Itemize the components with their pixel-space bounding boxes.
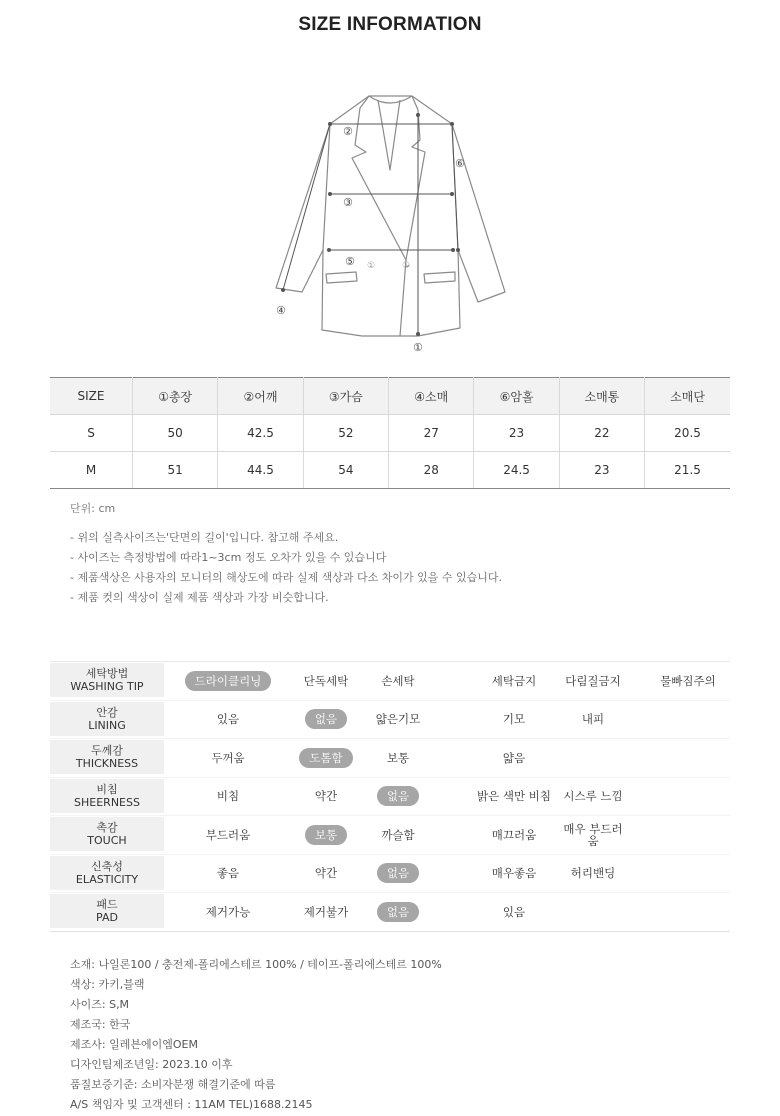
attribute-label [50,702,164,736]
attribute-option [183,855,273,892]
attribute-label [50,740,164,774]
attribute-option-text: 제거불가 [303,904,349,919]
page-title: SIZE INFORMATION [298,14,482,35]
marker-4: ④ [276,304,286,317]
button-mark: ① [402,261,411,271]
attribute-row [50,855,730,894]
attribute-option-selected [363,893,433,930]
size-cell: 50 [133,415,218,452]
attribute-option [469,701,559,738]
jacket-measurement-illustration [260,88,520,358]
size-cell: 42.5 [218,415,303,452]
attribute-option-text: 내피 [581,712,605,726]
attribute-row [50,661,730,701]
attribute-option [183,701,273,738]
size-table-header: ④소매 [389,378,474,415]
size-table-header: ⑥암홀 [474,378,559,415]
attribute-label [50,856,164,890]
size-table-header: 소매단 [645,378,730,415]
size-table-header: SIZE [50,378,133,415]
attribute-option-text: 밝은 색만 비침 [477,789,551,803]
attribute-option-text: 두꺼움 [211,750,245,765]
note-item: - 위의 실측사이즈는'단면의 길이'입니다. 참고해 주세요. [70,531,339,544]
attribute-option-text: 드라이클리닝 [185,671,272,691]
attribute-label [50,663,164,697]
attribute-label-ko: 촉감 [96,821,118,834]
attribute-option [363,662,433,699]
attribute-option [363,816,433,853]
attribute-label-ko: 두께감 [91,744,123,757]
attribute-option [558,701,628,738]
size-cell: M [50,452,133,489]
size-table-header: ③가슴 [303,378,388,415]
attribute-option [183,778,273,815]
note-item: - 제품색상은 사용자의 모니터의 해상도에 따라 실제 색상과 다소 차이가 있을 수 있습니다. [70,571,502,584]
attribute-label-en: TOUCH [87,834,127,847]
attribute-option-text: 제거가능 [205,904,251,919]
size-cell: 20.5 [645,415,730,452]
attribute-option [363,739,433,776]
attribute-option [469,739,559,776]
attribute-option [648,662,728,699]
size-notes [70,528,502,608]
attribute-option-text: 매끄러움 [491,827,537,842]
attribute-option-text: 매우 부드러움 [563,821,623,848]
attribute-option-text: 부드러움 [205,827,251,842]
size-table [50,377,730,489]
attribute-label-en: THICKNESS [75,757,139,770]
size-cell: 27 [389,415,474,452]
attribute-option-text: 없음 [377,902,419,922]
button-mark: ① [367,261,376,271]
attribute-option-selected [363,855,433,892]
attribute-option-text: 매우좋음 [491,866,537,880]
size-table-header: ①총장 [133,378,218,415]
info-line: 제조국: 한국 [70,1018,131,1031]
attribute-option-text: 없음 [377,863,419,883]
attribute-label-ko: 신축성 [91,859,123,873]
attribute-option-text: 얇음 [502,750,526,765]
attribute-label-ko: 비침 [96,782,118,796]
size-table-header: ②어깨 [218,378,303,415]
attribute-option-selected [363,778,433,815]
unit-label: 단위: cm [70,502,116,515]
attribute-option-text: 없음 [305,709,347,729]
info-line: A/S 책임자 및 고객센터 : 11AM TEL)1688.2145 [70,1098,313,1111]
size-cell: 44.5 [218,452,303,489]
size-cell: 51 [133,452,218,489]
attribute-option-selected [291,701,361,738]
attribute-option [183,893,273,930]
attribute-label-en: LINING [88,718,126,732]
attribute-option [363,701,433,738]
size-cell: 54 [303,452,388,489]
attribute-option-text: 없음 [377,786,419,806]
attribute-label-en: PAD [96,911,118,924]
attribute-row [50,816,730,855]
size-cell: 22 [559,415,644,452]
attribute-option-text: 단독세탁 [303,673,349,688]
attribute-option [558,662,628,699]
table-row [50,415,730,452]
attribute-option-text: 약간 [314,789,338,803]
attribute-option-text: 얇은기모 [375,712,421,726]
attribute-option-selected [291,816,361,853]
attribute-option [558,855,628,892]
attribute-option-selected [183,662,273,699]
attribute-option [558,778,628,815]
size-cell: 24.5 [474,452,559,489]
info-line: 제조사: 일레븐에이엠OEM [70,1038,198,1051]
size-cell: 28 [389,452,474,489]
attribute-option-text: 보통 [305,825,347,845]
attribute-option [183,816,273,853]
size-table-header-row [50,378,730,415]
attribute-option [469,816,559,853]
attribute-option [291,855,361,892]
size-cell: 52 [303,415,388,452]
attribute-label-en: ELASTICITY [75,872,139,886]
attribute-option-text: 허리밴딩 [570,866,616,880]
attribute-option-text: 보통 [386,750,410,765]
info-line: 품질보증기준: 소비자분쟁 해결기준에 따름 [70,1078,276,1091]
attribute-option [291,893,361,930]
size-cell: S [50,415,133,452]
attribute-row [50,701,730,740]
attribute-label-en: SHEERNESS [74,795,140,809]
attribute-option-text: 물빠짐주의 [660,673,716,688]
marker-6: ⑥ [455,157,465,170]
note-item: - 제품 컷의 색상이 실제 제품 색상과 가장 비슷합니다. [70,591,329,604]
attribute-option-text: 있음 [502,904,526,919]
attribute-label [50,779,164,813]
size-table-header: 소매통 [559,378,644,415]
attribute-option-text: 좋음 [216,866,240,880]
attribute-option-text: 까슬함 [381,827,415,842]
marker-1: ① [413,341,423,354]
attribute-label-en: WASHING TIP [70,680,144,693]
note-item: - 사이즈는 측정방법에 따라1~3cm 정도 오차가 있을 수 있습니다 [70,551,387,564]
attribute-option [183,739,273,776]
size-cell: 23 [559,452,644,489]
product-info [70,955,442,1115]
attribute-label-ko: 세탁방법 [85,667,129,680]
attribute-label-ko: 패드 [96,898,118,911]
marker-2: ② [343,125,353,138]
info-line: 소재: 나일론100 / 충전제-폴리에스테르 100% / 테이프-폴리에스테르 100% [70,958,442,971]
attribute-option [291,662,361,699]
attribute-option [469,893,559,930]
info-line: 사이즈: S,M [70,998,130,1011]
fabric-attribute-table [50,661,730,932]
attribute-option [469,855,559,892]
attribute-option-text: 다림질금지 [565,673,621,688]
attribute-option-text: 세탁금지 [491,673,537,688]
attribute-row [50,739,730,778]
attribute-option-text: 손세탁 [381,673,415,688]
attribute-option [469,662,559,699]
table-row [50,452,730,489]
attribute-option-text: 비침 [216,789,240,803]
attribute-label-ko: 안감 [96,705,118,719]
attribute-option [558,816,628,853]
attribute-option [469,778,559,815]
size-cell: 23 [474,415,559,452]
attribute-row [50,778,730,817]
size-cell: 21.5 [645,452,730,489]
attribute-option-text: 도톰함 [299,748,352,768]
attribute-option-text: 시스루 느낌 [563,789,623,803]
attribute-option-selected [291,739,361,776]
marker-5: ⑤ [345,255,355,268]
marker-3: ③ [343,196,353,209]
info-line: 색상: 카키,블랙 [70,978,145,991]
attribute-option-text: 기모 [502,712,526,726]
info-line: 디자인팀제조년일: 2023.10 이후 [70,1058,233,1071]
attribute-label [50,817,164,851]
attribute-option-text: 약간 [314,866,338,880]
attribute-option-text: 있음 [216,712,240,726]
attribute-label [50,894,164,928]
attribute-row [50,893,730,932]
attribute-option [291,778,361,815]
